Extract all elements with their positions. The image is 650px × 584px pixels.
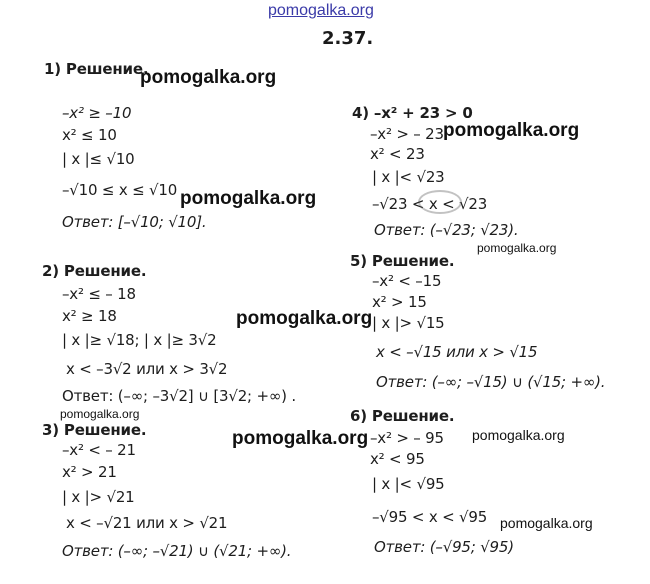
part-5-line-2: x² > 15 bbox=[372, 293, 427, 311]
part-2-line-4: x < –3√2 или x > 3√2 bbox=[66, 360, 228, 378]
part-4-line-1: –x² > – 23 bbox=[370, 125, 444, 143]
part-3-answer: Ответ: (–∞; –√21) ∪ (√21; +∞). bbox=[62, 542, 292, 560]
part-2-answer: Ответ: (–∞; –3√2] ∪ [3√2; +∞) . bbox=[62, 387, 296, 405]
part-4-answer: Ответ: (–√23; √23). bbox=[374, 221, 519, 239]
problem-number: 2.37. bbox=[322, 28, 374, 49]
part-6-line-1: –x² > – 95 bbox=[370, 429, 444, 447]
part-1-line-1: –x² ≥ –10 bbox=[62, 104, 132, 122]
part-6-header: 6) Решение. bbox=[350, 407, 455, 425]
part-4-header: 4) –x² + 23 > 0 bbox=[352, 104, 473, 122]
part-2-line-3: | x |≥ √18; | x |≥ 3√2 bbox=[62, 331, 217, 349]
part-3-line-3: | x |> √21 bbox=[62, 488, 135, 506]
part-5-line-4: x < –√15 или x > √15 bbox=[376, 343, 538, 361]
part-3-header: 3) Решение. bbox=[42, 421, 147, 439]
watermark-7: pomogalka.org bbox=[60, 407, 140, 421]
part-2-line-1: –x² ≤ – 18 bbox=[62, 285, 136, 303]
part-5-line-1: –x² < –15 bbox=[372, 272, 442, 290]
part-6-line-4: –√95 < x < √95 bbox=[372, 508, 488, 526]
part-4-line-3: | x |< √23 bbox=[372, 168, 445, 186]
watermark-9: pomogalka.org bbox=[500, 515, 593, 531]
part-4-line-2: x² < 23 bbox=[370, 145, 425, 163]
part-3-line-4: x < –√21 или x > √21 bbox=[66, 514, 228, 532]
part-6-line-2: x² < 95 bbox=[370, 450, 425, 468]
part-3-line-1: –x² < – 21 bbox=[62, 441, 136, 459]
watermark-1: pomogalka.org bbox=[140, 67, 277, 88]
part-1-header: 1) Решение. bbox=[44, 60, 149, 78]
part-1-line-4: –√10 ≤ x ≤ √10 bbox=[62, 181, 178, 199]
watermark-8: pomogalka.org bbox=[472, 427, 565, 443]
part-3-line-2: x² > 21 bbox=[62, 463, 117, 481]
part-5-header: 5) Решение. bbox=[350, 252, 455, 270]
part-2-line-2: x² ≥ 18 bbox=[62, 307, 117, 325]
watermark-top-link[interactable]: pomogalka.org bbox=[268, 2, 374, 19]
part-6-answer: Ответ: (–√95; √95) bbox=[374, 538, 514, 556]
part-2-header: 2) Решение. bbox=[42, 262, 147, 280]
part-4-line-4: –√23 < x < √23 bbox=[372, 195, 488, 213]
watermark-6: pomogalka.org bbox=[477, 241, 557, 255]
watermark-4: pomogalka.org bbox=[232, 428, 369, 449]
watermark-3: pomogalka.org bbox=[236, 308, 373, 329]
scribble-mark bbox=[418, 190, 462, 214]
part-1-answer: Ответ: [–√10; √10]. bbox=[62, 213, 207, 231]
part-5-answer: Ответ: (–∞; –√15) ∪ (√15; +∞). bbox=[376, 373, 606, 391]
part-6-line-3: | x |< √95 bbox=[372, 475, 445, 493]
watermark-5: pomogalka.org bbox=[443, 120, 580, 141]
part-5-line-3: | x |> √15 bbox=[372, 314, 445, 332]
watermark-2: pomogalka.org bbox=[180, 188, 317, 209]
part-1-line-3: | x |≤ √10 bbox=[62, 150, 135, 168]
part-1-line-2: x² ≤ 10 bbox=[62, 126, 117, 144]
